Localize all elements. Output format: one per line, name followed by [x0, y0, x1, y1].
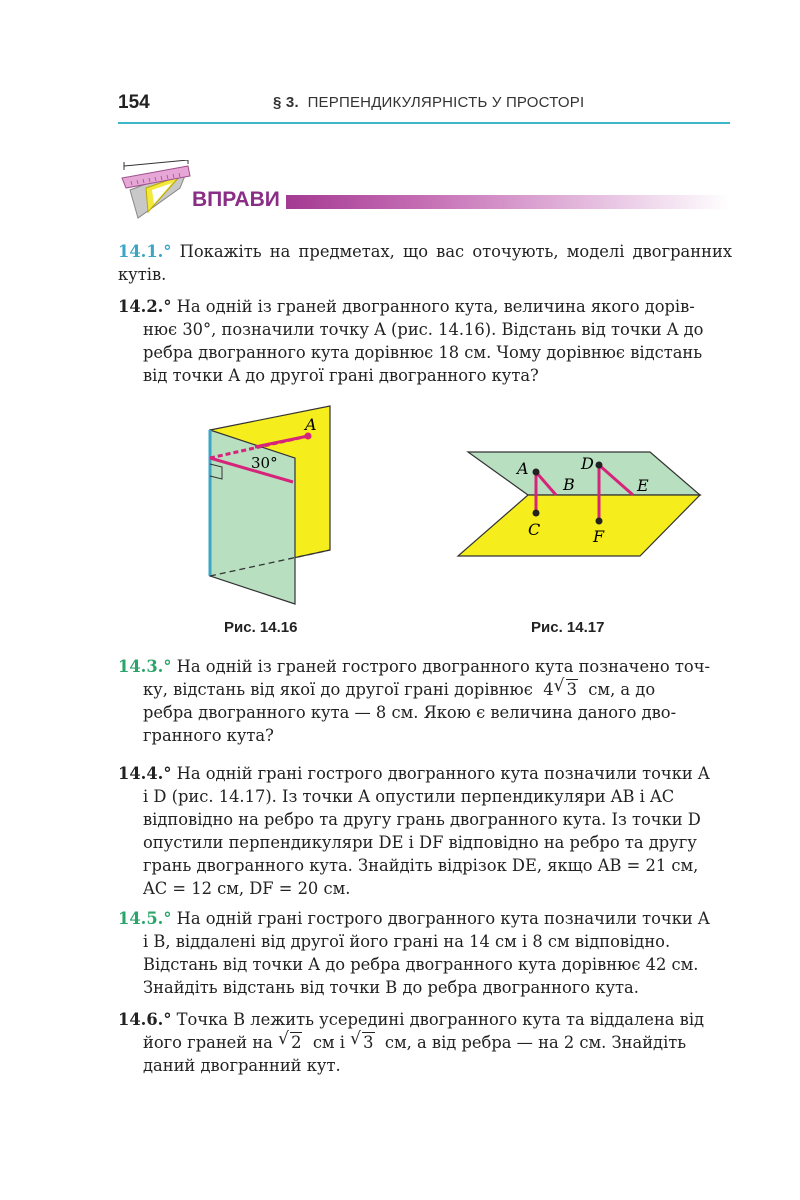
problem-text: його граней на [143, 1033, 273, 1052]
point-d [596, 462, 603, 469]
problem-number: 14.4.° [118, 764, 172, 783]
problem-14-1 [118, 240, 732, 286]
radical-icon: √ [553, 676, 565, 696]
angle-label: 30° [251, 454, 278, 472]
problem-line: AC = 12 см, DF = 20 см. [143, 879, 351, 898]
figure-caption-14-16: Рис. 14.16 [224, 619, 298, 636]
radicand: 2 [291, 1033, 302, 1052]
problem-text: см і [312, 1033, 345, 1052]
radicand: 3 [363, 1033, 374, 1052]
problem-line: Відстань від точки A до ребра двогранного кута дорівнює 42 см. [143, 955, 699, 974]
problem-line: гранного кута? [143, 726, 274, 745]
problem-line: ребра двогранного кута дорівнює 18 см. Чому дорівнює відстань [143, 343, 703, 362]
section-number: § 3. [273, 94, 299, 111]
figure-14-16 [195, 400, 355, 610]
exercises-heading [118, 160, 730, 220]
yellow-plane [458, 495, 700, 556]
problem-text: Покажіть на предметах, що вас оточують, моделі двогранних кутів. [118, 242, 732, 284]
problem-line: На одній грані гострого двогранного кута позначили точки A [176, 764, 710, 783]
label-c: C [528, 520, 541, 539]
page-number: 154 [118, 92, 150, 113]
running-title [273, 94, 584, 111]
square-root [350, 1031, 374, 1054]
label-e: E [637, 476, 649, 495]
problem-14-6 [118, 1008, 732, 1077]
problem-line: і D (рис. 14.17). Із точки A опустили перпендикуляри AB і AC [143, 787, 675, 806]
ruler-triangle-icon [118, 160, 198, 220]
problem-line-with-roots [118, 1031, 732, 1054]
problem-line: відповідно на ребро та другу грань двогранного кута. Із точки D [143, 810, 701, 829]
square-root [554, 678, 578, 701]
problem-14-5 [118, 907, 732, 999]
problem-line: На одній грані гострого двогранного кута позначили точки A [176, 909, 710, 928]
problem-line: На одній із граней гострого двогранного кута позначено точ- [176, 657, 710, 676]
square-root [278, 1031, 302, 1054]
header-rule [118, 122, 730, 124]
problem-number: 14.1.° [118, 242, 172, 261]
point-c [533, 510, 540, 517]
problem-number: 14.2.° [118, 297, 172, 316]
label-f: F [593, 527, 605, 546]
problem-14-3 [118, 655, 732, 747]
problem-number: 14.5.° [118, 909, 172, 928]
problem-line: нює 30°, позначили точку A (рис. 14.16). Відстань від точки A до [143, 320, 704, 339]
problem-number: 14.6.° [118, 1010, 172, 1029]
radical-icon: √ [278, 1029, 289, 1049]
exercises-title: ВПРАВИ [192, 188, 280, 211]
exercises-bar [286, 195, 730, 209]
label-a: A [305, 415, 317, 434]
label-b: B [563, 475, 575, 494]
coefficient: 4 [543, 680, 554, 699]
problem-line: даний двогранний кут. [143, 1056, 341, 1075]
label-d: D [581, 454, 594, 473]
radical-icon: √ [350, 1029, 362, 1049]
problem-text: см, а до [588, 680, 656, 699]
problem-line: ребра двогранного кута — 8 см. Якою є величина даного дво- [143, 703, 677, 722]
problem-line: від точки A до другої грані двогранного кута? [143, 366, 539, 385]
problem-line: Знайдіть відстань від точки B до ребра двогранного кута. [143, 978, 639, 997]
problem-text: см, а від ребра — на 2 см. Знайдіть [384, 1033, 687, 1052]
label-a: A [517, 459, 529, 478]
figure-caption-14-17: Рис. 14.17 [531, 619, 605, 636]
problem-text: ку, відстань від якої до другої грані дорівнює [143, 680, 533, 699]
point-f [596, 518, 603, 525]
problem-14-4 [118, 762, 732, 900]
page-header [118, 92, 730, 122]
problem-line: На одній із граней двогранного кута, величина якого дорів- [176, 297, 695, 316]
point-a [533, 469, 540, 476]
problem-line: грань двогранного кута. Знайдіть відрізок DE, якщо AB = 21 см, [143, 856, 699, 875]
radicand: 3 [566, 680, 577, 699]
problem-line: опустили перпендикуляри DE і DF відповідно на ребро та другу [143, 833, 697, 852]
section-title: ПЕРПЕНДИКУЛЯРНІСТЬ У ПРОСТОРІ [307, 94, 585, 111]
problem-line: Точка B лежить усередині двогранного кута та віддалена від [176, 1010, 705, 1029]
problem-14-2 [118, 295, 732, 387]
figure-14-17 [455, 447, 705, 562]
problem-line: і B, віддалені від другої його грані на 14 см і 8 см відповідно. [143, 932, 671, 951]
problem-line-with-root [118, 678, 732, 701]
problem-number: 14.3.° [118, 657, 172, 676]
